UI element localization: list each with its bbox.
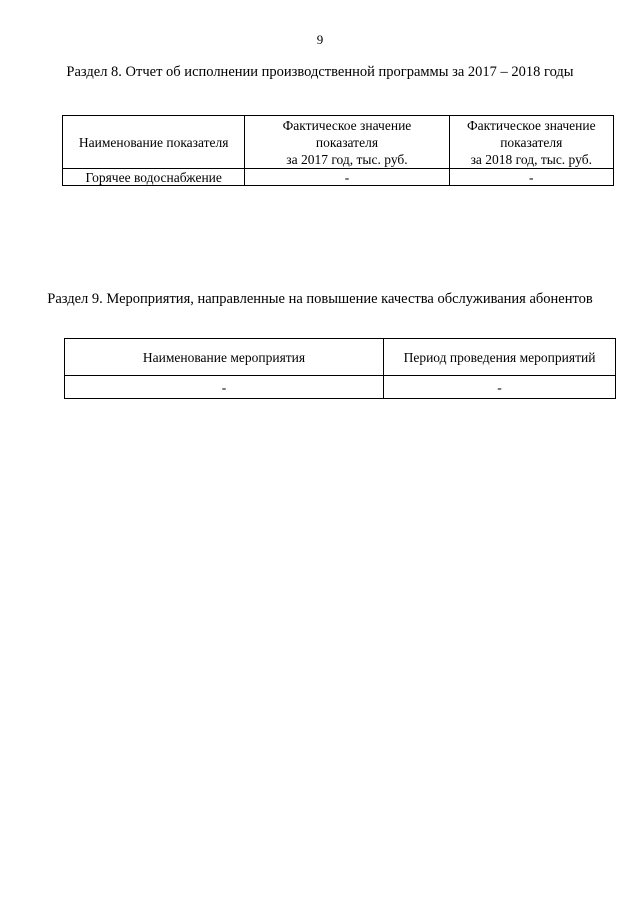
header-line: Фактическое значение xyxy=(282,117,412,133)
header-line: за 2018 год, тыс. руб. xyxy=(470,151,592,167)
table-header-row xyxy=(63,116,614,169)
section-9-heading: Раздел 9. Мероприятия, направленные на повышение качества обслуживания абонентов xyxy=(47,291,593,307)
cell-indicator: Горячее водоснабжение xyxy=(63,169,245,186)
header-line: Фактическое значение xyxy=(466,117,596,133)
page-number: 9 xyxy=(316,32,324,47)
cell-fact-2018: - xyxy=(449,169,613,186)
header-line: показателя xyxy=(500,134,563,150)
column-header-fact-2017 xyxy=(245,116,449,169)
cell-period: - xyxy=(384,376,616,399)
column-header-measure: Наименование мероприятия xyxy=(65,339,384,376)
column-header-fact-2018 xyxy=(449,116,613,169)
column-header-indicator: Наименование показателя xyxy=(63,116,245,169)
header-line: за 2017 год, тыс. руб. xyxy=(286,151,408,167)
header-line: показателя xyxy=(315,134,379,150)
cell-measure: - xyxy=(65,376,384,399)
service-quality-measures-table xyxy=(64,338,616,399)
table-row xyxy=(65,376,616,399)
cell-fact-2017: - xyxy=(245,169,449,186)
table-header-row xyxy=(65,339,616,376)
table-row xyxy=(63,169,614,186)
column-header-period: Период проведения мероприятий xyxy=(384,339,616,376)
section-8-heading: Раздел 8. Отчет об исполнении производственной программы за 2017 – 2018 годы xyxy=(66,64,574,80)
production-program-report-table xyxy=(62,115,614,186)
